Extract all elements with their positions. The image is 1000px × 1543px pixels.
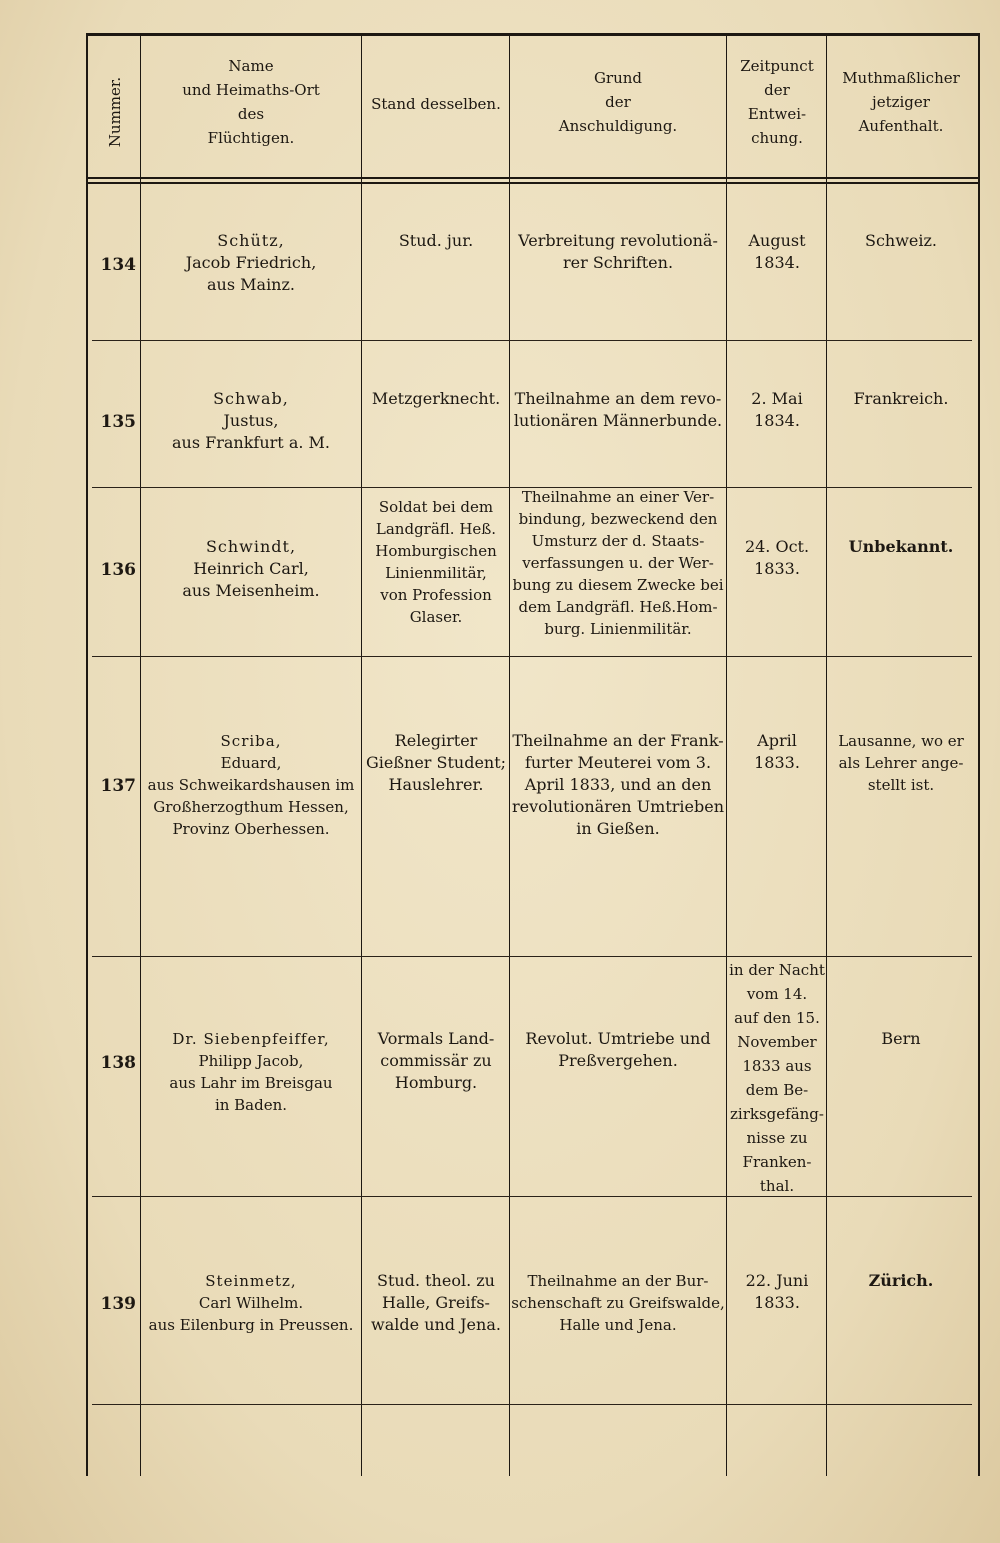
col-divider-1	[140, 36, 141, 1476]
col-divider-3	[509, 36, 510, 1476]
row-location: Frankreich.	[853, 389, 949, 408]
row-reason: Theilnahme an dem revo- lutionären Männerbunde.	[513, 389, 723, 430]
header-number: Nummer.	[106, 76, 124, 148]
row-time: April 1833.	[754, 731, 800, 772]
row-number: 139	[100, 1294, 136, 1314]
row-separator-138	[92, 1196, 972, 1197]
row-location: Zürich.	[868, 1271, 934, 1290]
header-reason: Grund der Anschuldigung.	[558, 69, 678, 135]
col-divider-2	[361, 36, 362, 1476]
row-status: Relegirter Gießner Student; Hauslehrer.	[365, 731, 507, 794]
row-number: 135	[100, 412, 136, 432]
header-time: Zeitpunct der Entwei- chung.	[740, 57, 814, 147]
row-separator-134	[92, 340, 972, 341]
header-rule-top	[86, 177, 978, 179]
row-status: Stud. jur.	[398, 231, 474, 250]
header-name: Name und Heimaths-Ort des Flüchtigen.	[182, 57, 320, 147]
row-status: Vormals Land- commissär zu Homburg.	[377, 1029, 495, 1092]
row-number: 134	[100, 255, 136, 275]
header-location: Muthmaßlicher jetziger Aufenthalt.	[842, 69, 960, 135]
col-divider-4	[726, 36, 727, 1476]
row-name: Schwab, Justus, aus Frankfurt a. M.	[172, 389, 330, 452]
row-location: Bern	[881, 1029, 921, 1048]
row-location: Lausanne, wo er als Lehrer ange- stellt ist.	[838, 732, 964, 794]
row-number: 138	[100, 1053, 136, 1073]
row-time: in der Nacht vom 14. auf den 15. November 1833 aus dem Be- zirksgefäng- nisse zu Franken- thal.	[729, 961, 825, 1195]
row-name: Schütz, Jacob Friedrich, aus Mainz.	[185, 231, 317, 294]
header-rule-bottom	[86, 182, 978, 184]
row-separator-137	[92, 956, 972, 957]
row-time: 2. Mai 1834.	[751, 389, 803, 430]
row-reason: Revolut. Umtriebe und Preßvergehen.	[525, 1029, 711, 1070]
row-name: Steinmetz, Carl Wilhelm. aus Eilenburg in Preussen.	[148, 1272, 354, 1334]
row-name: Schwindt, Heinrich Carl, aus Meisenheim.	[182, 537, 320, 600]
row-number: 137	[100, 776, 136, 796]
row-reason: Verbreitung revolutionä- rer Schriften.	[518, 231, 718, 272]
row-status: Soldat bei dem Landgräfl. Heß. Homburgischen Linienmilitär, von Profession Glaser.	[375, 498, 497, 626]
row-separator-136	[92, 656, 972, 657]
row-reason: Theilnahme an der Bur- schenschaft zu Greifswalde, Halle und Jena.	[511, 1272, 725, 1334]
row-name: Scriba, Eduard, aus Schweikardshausen im Großherzogthum Hessen, Provinz Oberhessen.	[147, 732, 355, 838]
row-time: 22. Juni 1833.	[745, 1271, 809, 1312]
row-reason: Theilnahme an einer Ver- bindung, bezweckend den Umsturz der d. Staats- verfassungen u. der Wer- bung zu diesem Zwecke bei dem Landgräfl. Heß.Hom- burg. Linienmilitär.	[512, 488, 724, 638]
row-time: 24. Oct. 1833.	[744, 537, 810, 578]
row-location: Schweiz.	[864, 231, 938, 250]
row-reason: Theilnahme an der Frank- furter Meuterei vom 3. April 1833, und an den revolutionären Umtrieben in Gießen.	[511, 731, 725, 838]
header-status: Stand desselben.	[371, 95, 501, 113]
row-time: August 1834.	[748, 231, 806, 272]
row-status: Stud. theol. zu Halle, Greifs- walde und Jena.	[371, 1271, 501, 1334]
row-name: Dr. Siebenpfeiffer, Philipp Jacob, aus Lahr im Breisgau in Baden.	[169, 1030, 333, 1114]
col-divider-5	[826, 36, 827, 1476]
row-status: Metzgerknecht.	[371, 389, 501, 408]
row-number: 136	[100, 560, 136, 580]
row-separator-139	[92, 1404, 972, 1405]
row-location: Unbekannt.	[848, 537, 954, 556]
